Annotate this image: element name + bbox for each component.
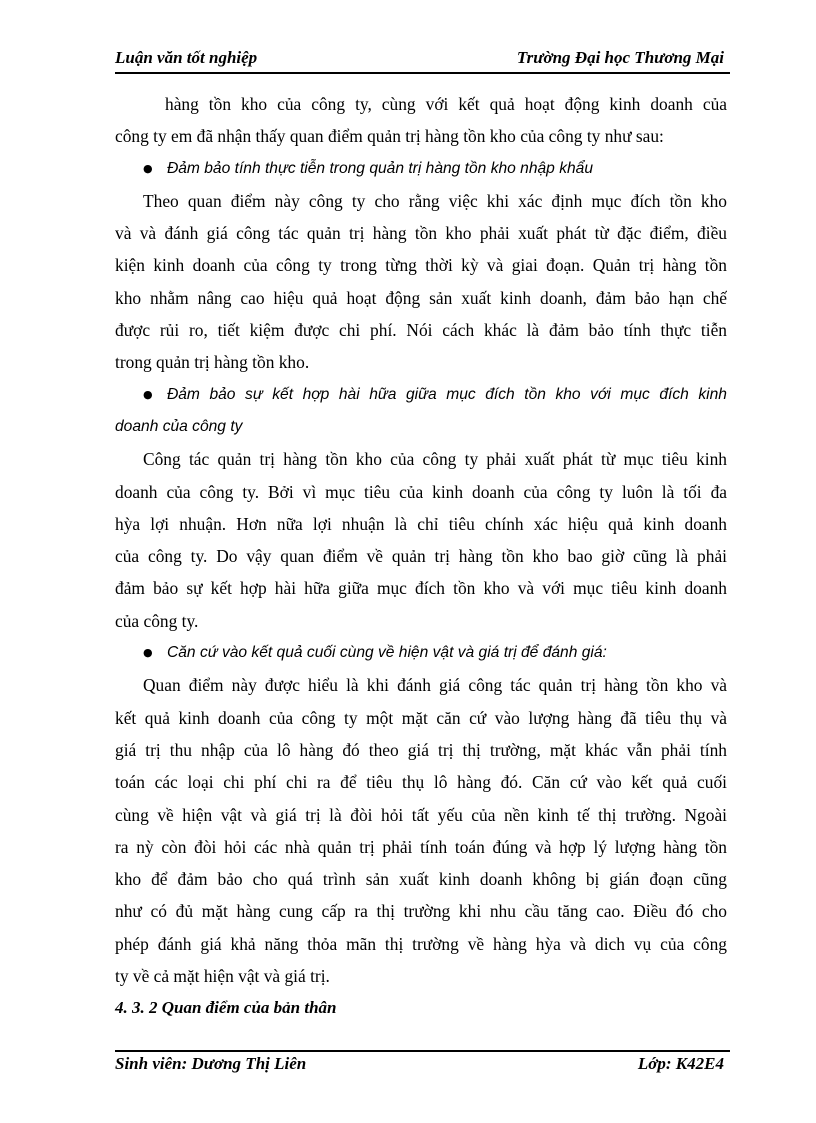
- paragraph-line: đảm bảo sự kết hợp hài hữa giữa mục đích tồn kho và với mục tiêu kinh doanh: [115, 578, 727, 599]
- bullet-text: Đảm bảo tính thực tiễn trong quản trị hàng tồn kho nhập khẩu: [167, 159, 594, 177]
- bullet-continuation: doanh của công ty: [115, 417, 243, 435]
- document-body: [115, 88, 727, 1025]
- paragraph-line: Công tác quản trị hàng tồn kho của công ty phải xuất phát từ mục tiêu kinh: [143, 449, 727, 470]
- paragraph-line: và và đánh giá công tác quản trị hàng tồn kho phải xuất phát từ đặc điểm, điều: [115, 223, 727, 244]
- footer-class-code: Lớp: K42E4: [637, 1054, 724, 1073]
- bullet-item: [115, 379, 727, 411]
- bullet-icon: ●: [143, 646, 153, 660]
- footer-student-name: Sinh viên: Dương Thị Liên: [115, 1054, 307, 1073]
- paragraph-line: giá trị thu nhập của lô hàng đó theo giá trị thị trường, mặt khác vẫn phải tính: [115, 739, 727, 760]
- paragraph-line: toán các loại chi phí chi ra để tiêu thụ lô hàng đó. Căn cứ vào kết quả cuối: [115, 772, 727, 793]
- paragraph-line: công ty em đã nhận thấy quan điểm quản trị hàng tồn kho của công ty như sau:: [115, 126, 664, 147]
- header-university-name: Trường Đại học Thương Mại: [516, 48, 724, 67]
- page-header: [115, 48, 730, 72]
- bullet-icon: ●: [143, 387, 153, 401]
- paragraph-line: hàng tồn kho của công ty, cùng với kết quả hoạt động kinh doanh của: [165, 94, 727, 114]
- paragraph-line: Theo quan điểm này công ty cho rằng việc khi xác định mục đích tồn kho: [143, 190, 727, 211]
- paragraph-line: kho để đảm bảo cho quá trình sản xuất kinh doanh không bị gián đoạn cũng: [115, 869, 727, 890]
- paragraph-line: ty về cả mặt hiện vật và giá trị.: [115, 966, 330, 987]
- paragraph-line: như có đủ mặt hàng cung cấp ra thị trường khi nhu cầu tăng cao. Điều đó cho: [115, 901, 727, 922]
- paragraph-line: ra nỳ còn đòi hỏi các nhà quản trị phải tính toán đúng và hợp lý lượng hàng tồn: [115, 836, 727, 857]
- bullet-icon: ●: [143, 161, 153, 175]
- paragraph-line: kho nhằm nâng cao hiệu quả hoạt động sản xuất kinh doanh, đảm bảo hạn chế: [115, 287, 727, 308]
- paragraph-line: hỳa lợi nhuận. Hơn nữa lợi nhuận là chỉ tiêu chính xác hiệu quả kinh doanh: [115, 513, 727, 534]
- bullet-item: [115, 153, 727, 185]
- paragraph-line: của công ty. Do vậy quan điểm về quản trị hàng tồn kho bao giờ cũng là phải: [115, 546, 727, 567]
- page-footer: [115, 1054, 730, 1078]
- bullet-text: Đảm bảo sự kết hợp hài hữa giữa mục đích tồn kho với mục đích kinh: [167, 385, 727, 403]
- paragraph-line: phép đánh giá khả năng thỏa mãn thị trường về hàng hỳa và dich vụ của công: [115, 933, 727, 954]
- header-thesis-title: Luận văn tốt nghiệp: [115, 48, 258, 67]
- paragraph-line: doanh của công ty. Bởi vì mục tiêu của kinh doanh của công ty luôn là tối đa: [115, 481, 727, 502]
- bullet-item: [115, 637, 727, 669]
- bullet-text: Căn cứ vào kết quả cuối cùng về hiện vật và giá trị để đánh giá:: [167, 644, 607, 662]
- paragraph-line: được rủi ro, tiết kiệm được chi phí. Nói cách khác là đảm bảo tính thực tiễn: [115, 320, 727, 341]
- paragraph-line: Quan điểm này được hiểu là khi đánh giá công tác quản trị hàng tồn kho và: [143, 675, 727, 696]
- section-heading: 4. 3. 2 Quan điểm của bản thân: [115, 998, 337, 1018]
- header-rule: [115, 72, 730, 74]
- footer-rule: [115, 1050, 730, 1052]
- paragraph-line: của công ty.: [115, 610, 199, 631]
- paragraph-line: kết quả kinh doanh của công ty một mặt căn cứ vào lượng hàng đã tiêu thụ và: [115, 707, 727, 728]
- paragraph-line: trong quản trị hàng tồn kho.: [115, 352, 310, 373]
- paragraph-line: cùng về hiện vật và giá trị là đòi hỏi tất yếu của nền kinh tế thị trường. Ngoài: [115, 804, 727, 825]
- paragraph-line: kiện kinh doanh của công ty trong từng thời kỳ và giai đoạn. Quản trị hàng tồn: [115, 255, 727, 276]
